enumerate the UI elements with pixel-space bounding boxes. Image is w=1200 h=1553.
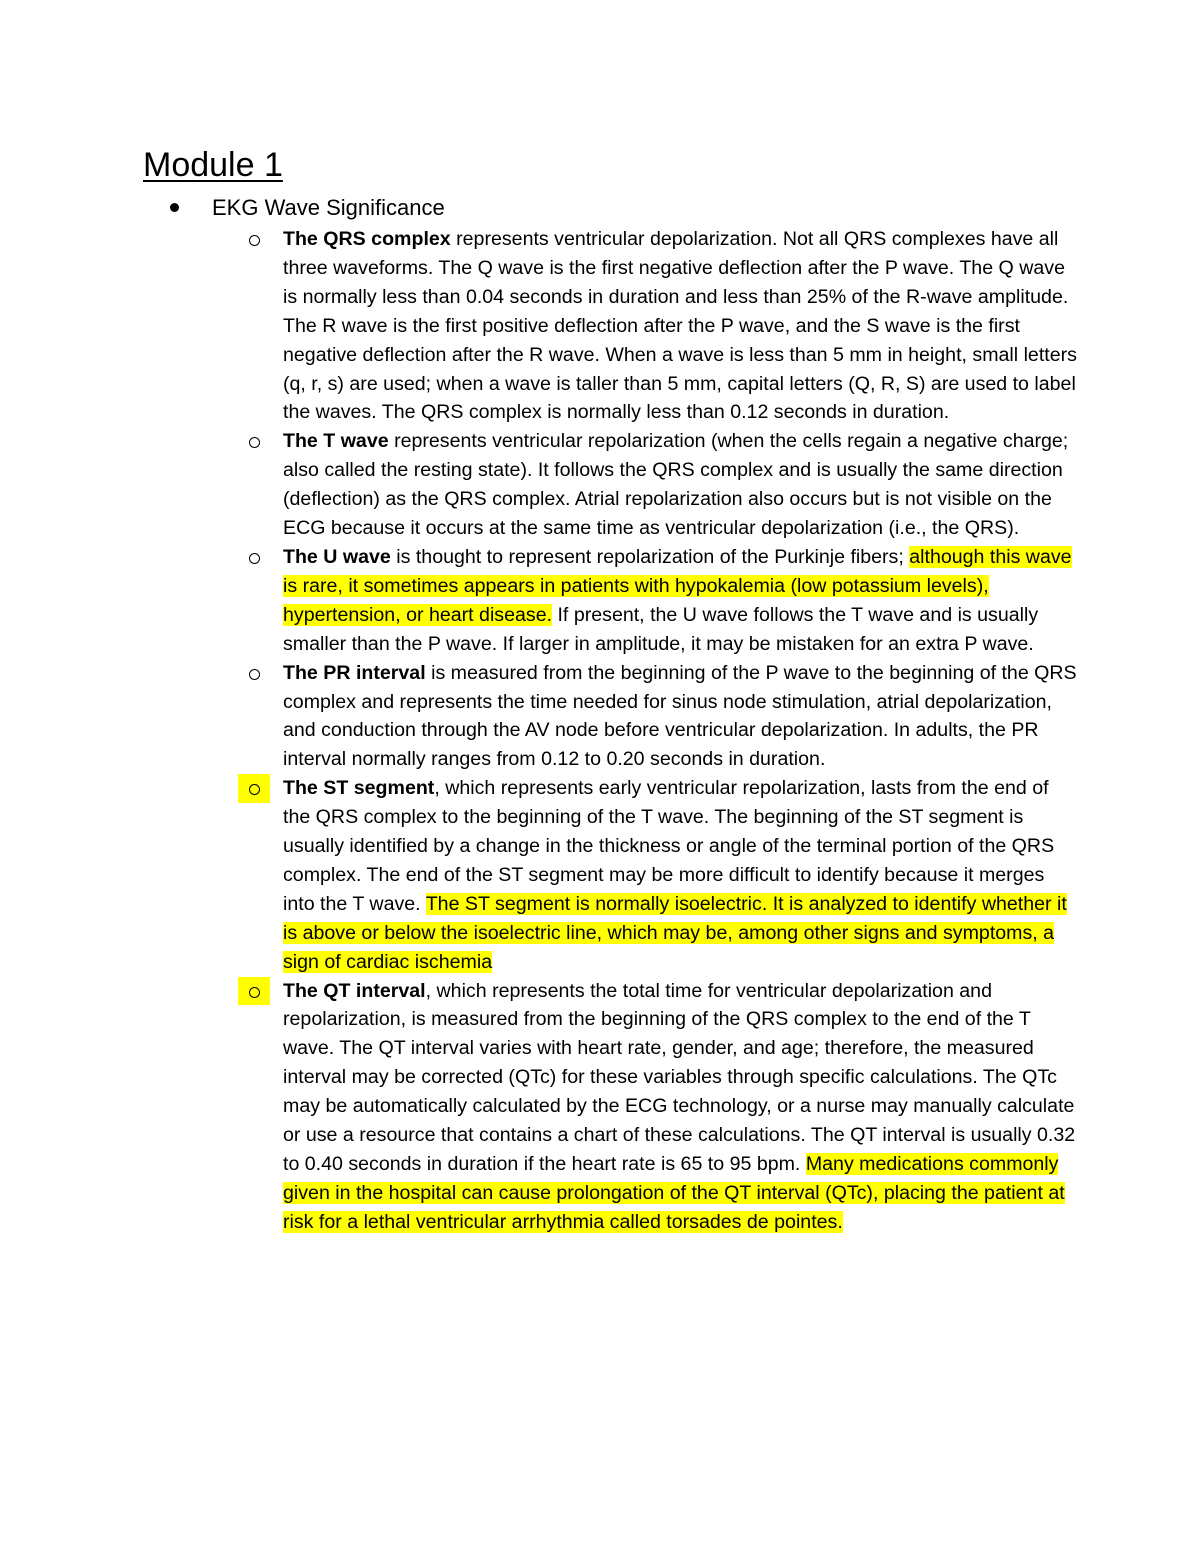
page-title: Module 1 [143,146,283,184]
item-label: The U wave [283,545,391,568]
circle-bullet-icon [238,225,276,254]
item-label: The PR interval [283,661,426,684]
item-label: The ST segment [283,777,435,800]
item-body: represents ventricular repolarization (when the cells regain a negative charge; also called the resting state). It follows the QRS complex and is usually the same direction (deflection) as the QRS complex. Atrial repolarization also occurs but is not visible on the ECG because it occurs at the same time as ventricular depolarization (i.e., the QRS). [283,430,1069,540]
circle-bullet-icon [238,659,276,688]
bullet-label: EKG Wave Significance [212,195,445,220]
circle-bullet-icon [238,774,270,803]
list-item-t-wave [238,427,1078,543]
item-text [283,427,1078,543]
item-text [283,659,1078,775]
item-label: The T wave [283,430,389,453]
highlighted-text: although this wave is rare, it sometimes appears in patients with hypokalemia (low potassium levels), hypertension, or heart disease. [283,545,1072,626]
list-item-pr-interval [238,659,1078,775]
item-label: The QRS complex [283,228,451,250]
item-body: is measured from the beginning of the P wave to the beginning of the QRS complex and represents the time needed for sinus node stimulation, atrial depolarization, and conduction through the AV node before ventricular depolarization. In adults, the PR interval normally ranges from 0.12 to 0.20 seconds in duration. [283,661,1077,771]
item-body: , which represents early ventricular repolarization, lasts from the end of the QRS complex to the beginning of the T wave. The beginning of the ST segment is usually identified by a change in the thickness or angle of the terminal portion of the QRS complex. The end of the ST segment may be more difficult to identify because it merges into the T wave. [283,777,1055,915]
list-item-st-segment [238,774,1078,976]
highlighted-text: The ST segment is normally isoelectric. It is analyzed to identify whether it is above or below the isoelectric line, which may be, among other signs and symptoms, a sign of cardiac ischemia [283,892,1067,973]
list-item-u-wave [238,543,1078,659]
circle-bullet-icon [238,543,276,572]
item-text [283,977,1078,1237]
highlighted-text: Many medications commonly given in the hospital can cause prolongation of the QT interval (QTc), placing the patient at risk for a lethal ventricular arrhythmia called torsades de pointes. [283,1153,1065,1233]
item-text [283,543,1078,659]
item-body: represents ventricular depolarization. Not all QRS complexes have all three waveforms. The Q wave is the first negative deflection after the P wave. The Q wave is normally less than 0.04 seconds in duration and less than 25% of the R-wave amplitude. The R wave is the first positive deflection after the P wave, and the S wave is the first negative deflection after the R wave. When a wave is less than 5 mm in height, small letters (q, r, s) are used; when a wave is taller than 5 mm, capital letters (Q, R, S) are used to label the waves. The QRS complex is normally less than 0.12 seconds in duration. [283,228,1077,424]
sub-list [238,225,1078,1237]
list-item-qt-interval [238,977,1078,1237]
item-body-after: If present, the U wave follows the T wave and is usually smaller than the P wave. If larger in amplitude, it may be mistaken for an extra P wave. [283,603,1039,655]
bullet-dot-icon [170,203,179,212]
item-text [283,774,1078,976]
item-body: , which represents the total time for ventricular depolarization and repolarization, is measured from the beginning of the QRS complex to the end of the T wave. The QT interval varies with heart rate, gender, and age; therefore, the measured interval may be corrected (QTc) for these variables through specific calculations. The QTc may be automatically calculated by the ECG technology, or a nurse may manually calculate or use a resource that contains a chart of these calculations. The QT interval is usually 0.32 to 0.40 seconds in duration if the heart rate is 65 to 95 bpm. [283,979,1076,1175]
item-body: is thought to represent repolarization of the Purkinje fibers; [390,545,910,568]
list-item-qrs-complex [238,225,1078,427]
item-label: The QT interval [283,979,426,1002]
circle-bullet-icon [238,977,270,1006]
item-text [283,225,1078,427]
circle-bullet-icon [238,427,276,456]
